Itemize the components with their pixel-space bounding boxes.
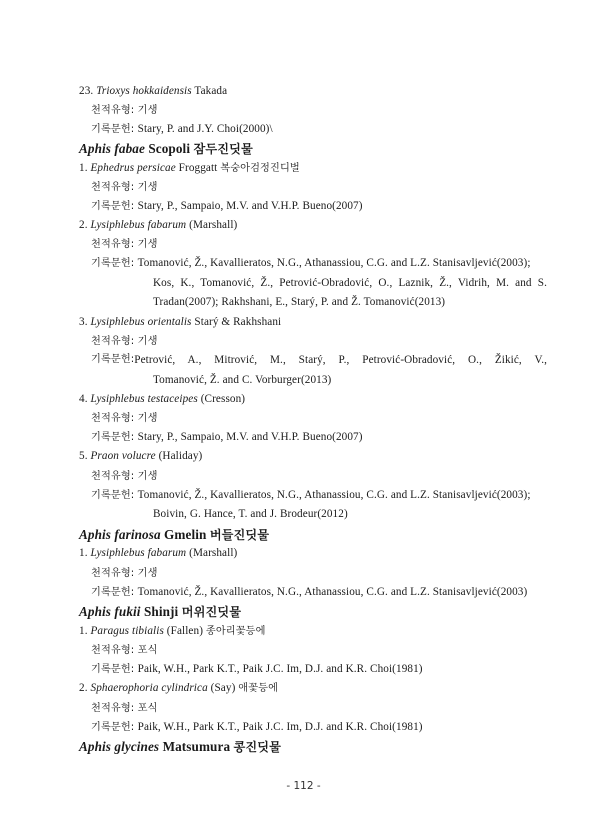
reference-line — [91, 662, 423, 677]
enemy-type-value: 기생 — [137, 471, 158, 482]
reference-line — [91, 199, 363, 214]
entry-number: 1. — [79, 625, 91, 637]
enemy-type-value: 기생 — [137, 336, 158, 347]
reference-label: 기록문헌: — [91, 722, 138, 733]
species-author: (Haliday) — [155, 450, 203, 462]
reference-value: Tomanović, Ž., Kavallieratos, N.G., Athanassiou, C.G. and L.Z. Stanisavljević(2003); — [137, 257, 531, 269]
reference-continuation — [153, 373, 331, 387]
species-name: Ephedrus persicae — [90, 162, 176, 174]
enemy-type-line — [91, 103, 158, 118]
enemy-type-line — [91, 180, 158, 195]
reference-value: Paik, W.H., Park K.T., Paik J.C. Im, D.J. and K.R. Choi(1981) — [137, 721, 423, 733]
reference-label: 기록문헌: — [91, 258, 138, 269]
species-author: (Marshall) — [186, 219, 238, 231]
host-scientific-name: Aphis fabae — [79, 141, 145, 156]
reference-label: 기록문헌: — [91, 124, 138, 135]
reference-value: Paik, W.H., Park K.T., Paik J.C. Im, D.J. and K.R. Choi(1981) — [137, 663, 423, 675]
host-korean-name: 잠두진딧물 — [193, 142, 253, 156]
species-entry — [79, 218, 237, 232]
korean-name: 애꽃등에 — [238, 683, 279, 694]
enemy-type-line — [91, 643, 158, 658]
host-author: Scopoli — [144, 141, 194, 156]
korean-name: 복숭아검정진디벌 — [220, 163, 300, 174]
enemy-type-line — [91, 566, 158, 581]
enemy-type-value: 포식 — [137, 645, 158, 656]
species-author: Froggatt — [175, 162, 221, 174]
enemy-type-label: 천적유형: — [91, 336, 138, 347]
reference-value: Stary, P. and J.Y. Choi(2000)\ — [137, 123, 273, 135]
enemy-type-line — [91, 469, 158, 484]
species-entry — [79, 84, 227, 98]
enemy-type-value: 기생 — [137, 239, 158, 250]
reference-label: 기록문헌: — [91, 432, 138, 443]
reference-label: 기록문헌: — [91, 354, 135, 365]
entry-number: 5. — [79, 450, 91, 462]
reference-value: Petrović, A., Mitrović, M., Starý, P., Petrović-Obradović, O., Žikić, V., — [134, 354, 547, 366]
enemy-type-label: 천적유형: — [91, 568, 138, 579]
species-entry — [79, 161, 300, 176]
reference-line — [91, 720, 423, 735]
species-entry — [79, 681, 278, 696]
species-author: Starý & Rakhshani — [191, 316, 282, 328]
reference-line — [91, 122, 273, 137]
reference-label: 기록문헌: — [91, 490, 138, 501]
host-korean-name: 버들진딧물 — [209, 528, 270, 542]
host-heading — [79, 527, 269, 543]
reference-value: Tomanović, Ž. and C. Vorburger(2013) — [153, 374, 332, 386]
species-name: Lysiphlebus fabarum — [90, 219, 187, 231]
species-name: Sphaerophoria cylindrica — [90, 682, 208, 694]
species-author: (Say) — [207, 682, 239, 694]
species-name: Lysiphlebus testaceipes — [90, 393, 198, 405]
reference-value: Tomanović, Ž., Kavallieratos, N.G., Athanassiou, C.G. and L.Z. Stanisavljević(2003); — [137, 489, 531, 501]
species-entry — [79, 449, 202, 463]
host-scientific-name: Aphis farinosa — [79, 527, 161, 542]
host-scientific-name: Aphis glycines — [79, 739, 160, 754]
enemy-type-label: 천적유형: — [91, 182, 138, 193]
species-entry — [79, 392, 245, 406]
reference-value: Stary, P., Sampaio, M.V. and V.H.P. Bueno(2007) — [137, 200, 363, 212]
species-name: Lysiphlebus fabarum — [90, 547, 187, 559]
reference-value: Boivin, G. Hance, T. and J. Brodeur(2012) — [153, 508, 348, 520]
reference-line — [91, 488, 531, 503]
enemy-type-value: 기생 — [137, 568, 158, 579]
korean-name: 종아리꽃등에 — [205, 626, 266, 637]
entry-number: 4. — [79, 393, 91, 405]
species-name: Paragus tibialis — [90, 625, 164, 637]
enemy-type-label: 천적유형: — [91, 105, 138, 116]
species-entry — [79, 624, 266, 639]
species-entry — [79, 546, 237, 560]
reference-line — [91, 256, 531, 271]
reference-continuation — [153, 276, 547, 290]
enemy-type-value: 기생 — [137, 182, 158, 193]
species-name: Lysiphlebus orientalis — [90, 316, 192, 328]
host-scientific-name: Aphis fukii — [79, 604, 141, 619]
entry-number: 3. — [79, 316, 91, 328]
host-author: Gmelin — [160, 527, 210, 542]
reference-label: 기록문헌: — [91, 201, 138, 212]
reference-value: Tradan(2007); Rakhshani, E., Starý, P. and Ž. Tomanović(2013) — [153, 296, 446, 308]
reference-label: 기록문헌: — [91, 587, 138, 598]
enemy-type-label: 천적유형: — [91, 703, 138, 714]
reference-continuation — [153, 295, 445, 309]
reference-value: Tomanović, Ž., Kavallieratos, N.G., Athanassiou, C.G. and L.Z. Stanisavljević(2003) — [137, 586, 528, 598]
host-heading — [79, 141, 253, 157]
enemy-type-value: 기생 — [137, 105, 158, 116]
enemy-type-line — [91, 334, 158, 349]
enemy-type-label: 천적유형: — [91, 471, 138, 482]
species-name: Trioxys hokkaidensis — [96, 85, 192, 97]
reference-value: Kos, K., Tomanović, Ž., Petrović-Obradović, O., Laznik, Ž., Vidrih, M. and S. — [153, 277, 547, 289]
entry-number: 2. — [79, 682, 91, 694]
species-name: Praon volucre — [90, 450, 156, 462]
enemy-type-value: 포식 — [137, 703, 158, 714]
host-heading — [79, 604, 241, 620]
entry-number: 23. — [79, 85, 97, 97]
page-number: - 112 - — [286, 780, 321, 792]
host-korean-name: 머위진딧물 — [181, 605, 242, 619]
enemy-type-line — [91, 237, 158, 252]
reference-continuation — [153, 507, 348, 521]
species-author: (Marshall) — [186, 547, 238, 559]
enemy-type-label: 천적유형: — [91, 239, 138, 250]
entry-number: 1. — [79, 547, 91, 559]
host-korean-name: 콩진딧물 — [233, 740, 282, 754]
host-heading — [79, 739, 281, 755]
species-author: (Fallen) — [163, 625, 206, 637]
species-author: (Cresson) — [197, 393, 246, 405]
reference-line — [91, 430, 363, 445]
enemy-type-line — [91, 701, 158, 716]
species-author: Takada — [191, 85, 228, 97]
enemy-type-label: 천적유형: — [91, 645, 138, 656]
host-author: Shinji — [140, 604, 182, 619]
reference-value: Stary, P., Sampaio, M.V. and V.H.P. Bueno(2007) — [137, 431, 363, 443]
entry-number: 2. — [79, 219, 91, 231]
enemy-type-line — [91, 411, 158, 426]
reference-label: 기록문헌: — [91, 664, 138, 675]
enemy-type-value: 기생 — [137, 413, 158, 424]
host-author: Matsumura — [159, 739, 234, 754]
entry-number: 1. — [79, 162, 91, 174]
reference-line — [91, 353, 547, 367]
reference-line — [91, 585, 527, 600]
enemy-type-label: 천적유형: — [91, 413, 138, 424]
species-entry — [79, 315, 281, 329]
